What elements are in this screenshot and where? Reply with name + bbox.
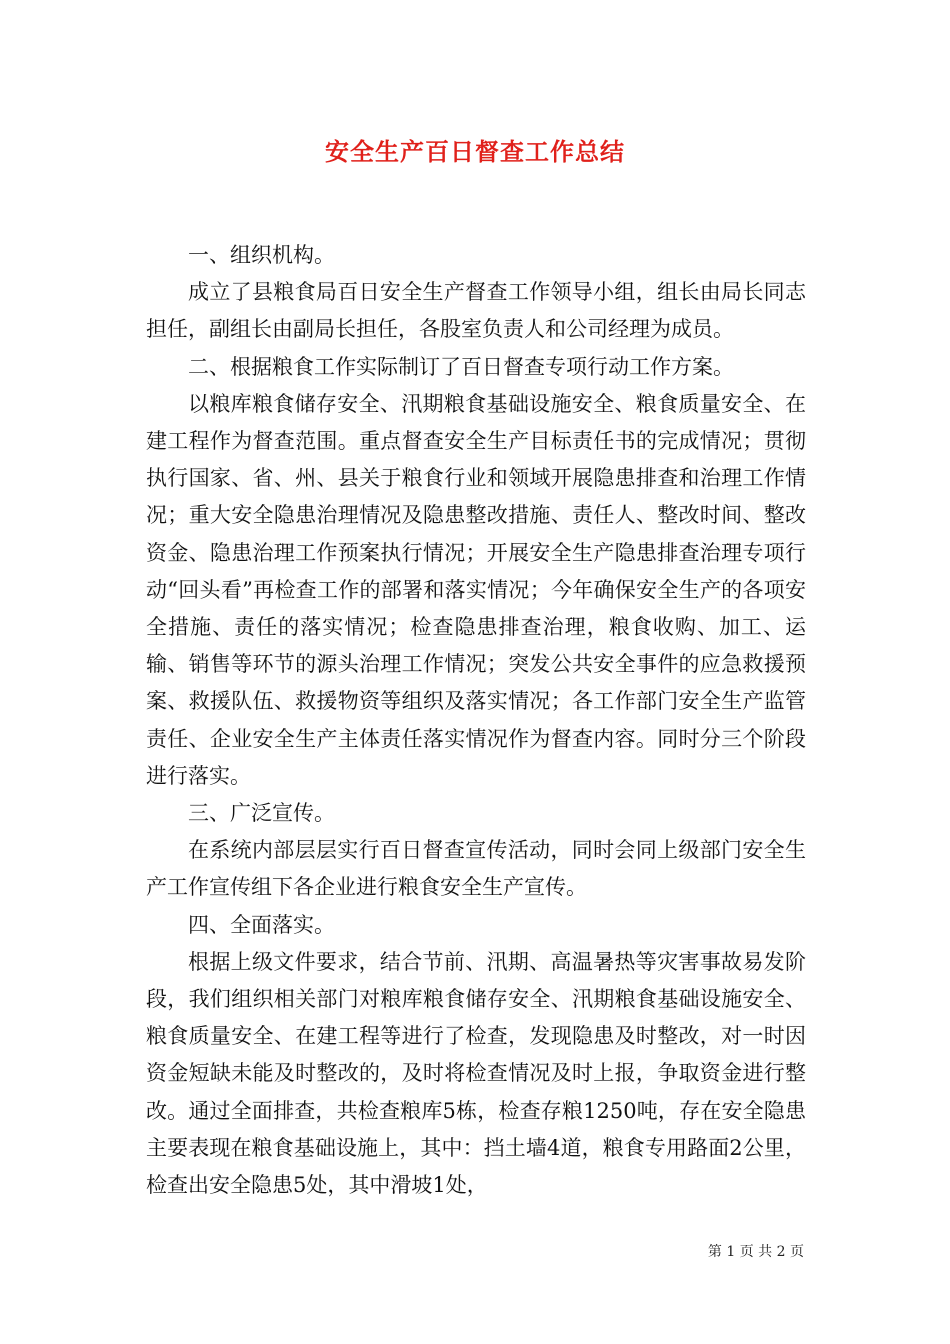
paragraph-2: 以粮库粮食储存安全、汛期粮食基础设施安全、粮食质量安全、在建工程作为督查范围。重点督查安全生产目标责任书的完成情况；贯彻执行国家、省、州、县关于粮食行业和领域开展隐患排查和治理工作情况；重大安全隐患治理情况及隐患整改措施、责任人、整改时间、整改资金、隐患治理工作预案执行情况；开展安全生产隐患排查治理专项行动“回头看”再检查工作的部署和落实情况；今年确保安全生产的各项安全措施、责任的落实情况；检查隐患排查治理，粮食收购、加工、运输、销售等环节的源头治理工作情况；突发公共安全事件的应急救援预案、救援队伍、救援物资等组织及落实情况；各工作部门安全生产监管责任、企业安全生产主体责任落实情况作为督查内容。同时分三个阶段进行落实。: [146, 391, 806, 788]
section-heading-2: 二、根据粮食工作实际制订了百日督查专项行动工作方案。: [188, 354, 734, 379]
paragraph-4: 根据上级文件要求，结合节前、汛期、高温暑热等灾害事故易发阶段，我们组织相关部门对粮库粮食储存安全、汛期粮食基础设施安全、粮食质量安全、在建工程等进行了检查，发现隐患及时整改，对一时因资金短缺未能及时整改的，及时将检查情况及时上报，争取资金进行整改。通过全面排查，共检查粮库5栋，检查存粮1250吨，存在安全隐患主要表现在粮食基础设施上，其中：挡土墙4道，粮食专用路面2公里，检查出安全隐患5处，其中滑坡1处，: [146, 949, 806, 1198]
section-heading-3: 三、广泛宣传。: [188, 801, 335, 826]
section-heading-4: 四、全面落实。: [188, 912, 335, 937]
document-title: 安全生产百日督查工作总结: [325, 137, 625, 166]
section-heading-1: 一、组织机构。: [188, 243, 335, 267]
paragraph-3: 在系统内部层层实行百日督查宣传活动，同时会同上级部门安全生产工作宣传组下各企业进行粮食安全生产宣传。: [146, 838, 806, 900]
document-body: [146, 237, 806, 1204]
page-number: 第 1 页 共 2 页: [707, 1244, 804, 1260]
paragraph-1: 成立了县粮食局百日安全生产督查工作领导小组，组长由局长同志担任，副组长由副局长担任，各股室负责人和公司经理为成员。: [146, 280, 806, 342]
